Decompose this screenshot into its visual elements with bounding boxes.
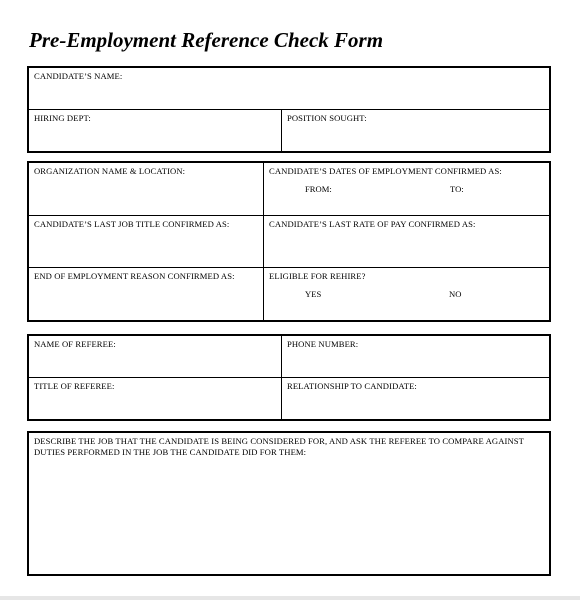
position-sought-field[interactable] — [281, 110, 549, 152]
employment-dates-field[interactable] — [263, 163, 549, 215]
relationship-field[interactable] — [281, 378, 549, 420]
title-pay-row — [29, 215, 549, 268]
last-pay-field[interactable] — [263, 216, 549, 268]
end-reason-field[interactable] — [29, 268, 263, 321]
employment-section — [27, 161, 551, 322]
hiring-dept-field[interactable] — [29, 110, 281, 152]
referee-name-field[interactable] — [29, 336, 281, 377]
description-section[interactable] — [27, 431, 551, 576]
reason-rehire-row — [29, 267, 549, 321]
rehire-no-option[interactable]: NO — [449, 289, 462, 299]
referee-title-field[interactable] — [29, 378, 281, 420]
phone-number-field[interactable] — [281, 336, 549, 377]
phone-number-label: PHONE NUMBER: — [287, 339, 359, 349]
candidate-name-field[interactable] — [29, 68, 549, 109]
employment-dates-label: CANDIDATE’S DATES OF EMPLOYMENT CONFIRMED AS: — [269, 166, 502, 176]
position-sought-label: POSITION SOUGHT: — [287, 113, 367, 123]
referee-title-label: TITLE OF REFEREE: — [34, 381, 115, 391]
org-dates-row — [29, 163, 549, 215]
end-reason-label: END OF EMPLOYMENT REASON CONFIRMED AS: — [34, 271, 235, 281]
referee-title-row — [29, 377, 549, 420]
rehire-label: ELIGIBLE FOR REHIRE? — [269, 271, 366, 281]
hiring-dept-label: HIRING DEPT: — [34, 113, 91, 123]
candidate-name-label: CANDIDATE’S NAME: — [34, 71, 123, 81]
description-prompt: DESCRIBE THE JOB THAT THE CANDIDATE IS BEING CONSIDERED FOR, AND ASK THE REFEREE TO COMPARE AGAINST DUTIES PERFORMED IN THE JOB THE CANDIDATE DID FOR THEM: — [34, 436, 524, 457]
from-label: FROM: — [305, 184, 332, 194]
relationship-label: RELATIONSHIP TO CANDIDATE: — [287, 381, 417, 391]
candidate-dept-row — [29, 109, 549, 152]
referee-name-row — [29, 336, 549, 377]
organization-field[interactable] — [29, 163, 263, 215]
rehire-field[interactable] — [263, 268, 549, 321]
candidate-section — [27, 66, 551, 153]
last-job-title-field[interactable] — [29, 216, 263, 268]
referee-section — [27, 334, 551, 421]
referee-name-label: NAME OF REFEREE: — [34, 339, 116, 349]
organization-label: ORGANIZATION NAME & LOCATION: — [34, 166, 186, 176]
page-bottom-edge — [0, 596, 580, 600]
rehire-yes-option[interactable]: YES — [305, 289, 322, 299]
last-pay-label: CANDIDATE’S LAST RATE OF PAY CONFIRMED AS: — [269, 219, 476, 229]
to-label: TO: — [450, 184, 464, 194]
form-title: Pre-Employment Reference Check Form — [29, 28, 384, 52]
candidate-name-row — [29, 68, 549, 109]
last-job-title-label: CANDIDATE’S LAST JOB TITLE CONFIRMED AS: — [34, 219, 230, 229]
